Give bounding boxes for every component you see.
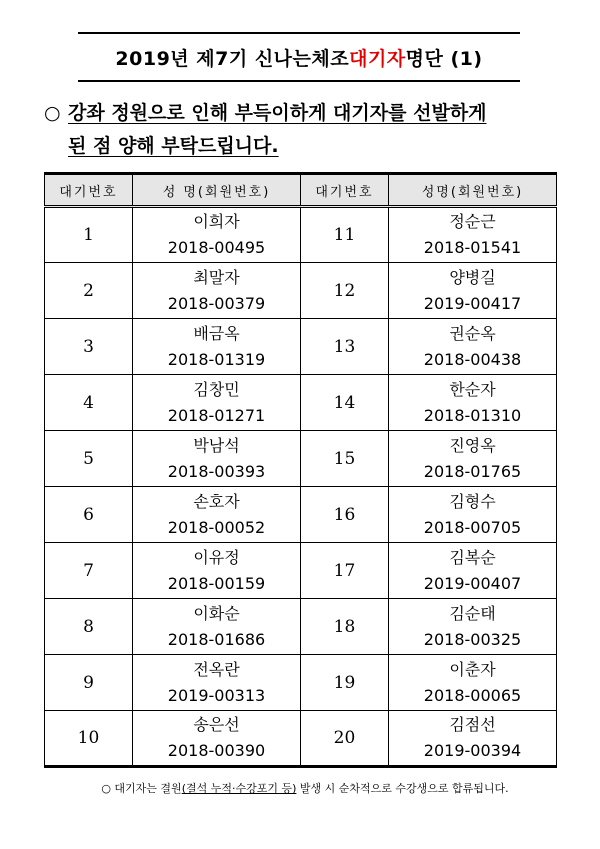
- table-row: [45, 655, 557, 711]
- member-id: 2018-00495: [167, 238, 266, 257]
- member-cell-right: [389, 711, 557, 767]
- notice-paragraph: [44, 97, 564, 163]
- member-cell-left: [133, 711, 301, 767]
- table-row: [45, 375, 557, 431]
- member-name: 이화순: [193, 603, 240, 623]
- member-cell-left: [133, 431, 301, 487]
- member-id: 2018-00390: [167, 741, 266, 760]
- member-id: 2018-00438: [423, 349, 522, 369]
- member-cell-left: [133, 263, 301, 319]
- footer-suffix: 발생 시 순차적으로 수강생으로 합류됩니다.: [296, 782, 509, 795]
- member-id: 2018-00052: [167, 517, 266, 537]
- member-cell-left: [133, 599, 301, 655]
- table-row: [45, 319, 557, 375]
- member-id: 2018-01319: [167, 349, 266, 369]
- notice-line-1: 강좌 정원으로 인해 부득이하게 대기자를 선발하게: [68, 102, 487, 124]
- member-name: 이춘자: [449, 659, 496, 679]
- wait-number-left: 5: [45, 431, 133, 487]
- member-id: 2018-01271: [167, 405, 266, 425]
- member-cell-left: [133, 655, 301, 711]
- member-cell-left: [133, 207, 301, 263]
- footer-note: [40, 780, 570, 796]
- header-wait-number-left: 대기번호: [45, 174, 133, 207]
- wait-number-right: 14: [301, 375, 389, 431]
- table-row: [45, 711, 557, 767]
- member-name: 이희자: [193, 212, 240, 231]
- member-name: 진영옥: [449, 435, 496, 455]
- wait-number-left: 3: [45, 319, 133, 375]
- wait-number-left: 7: [45, 543, 133, 599]
- table-row: [45, 263, 557, 319]
- wait-number-right: 13: [301, 319, 389, 375]
- title-prefix: 2019년 제7기 신나는체조: [115, 47, 350, 70]
- header-wait-number-right: 대기번호: [301, 174, 389, 207]
- wait-number-right: 17: [301, 543, 389, 599]
- member-name: 송은선: [193, 715, 240, 734]
- member-name: 이유정: [193, 547, 240, 567]
- member-id: 2018-00065: [423, 685, 522, 705]
- header-name-id-left: 성 명(회원번호): [133, 174, 301, 207]
- waitlist-table: [44, 172, 557, 768]
- notice-bullet: ○: [44, 102, 61, 124]
- wait-number-right: 16: [301, 487, 389, 543]
- member-cell-right: [389, 375, 557, 431]
- header-name-id-right: 성명(회원번호): [389, 174, 557, 207]
- member-id: 2019-00313: [167, 685, 266, 705]
- wait-number-left: 2: [45, 263, 133, 319]
- member-cell-left: [133, 487, 301, 543]
- member-id: 2019-00407: [423, 573, 522, 593]
- member-name: 김점선: [449, 715, 496, 734]
- member-name: 전옥란: [193, 659, 240, 679]
- wait-number-left: 8: [45, 599, 133, 655]
- member-cell-right: [389, 599, 557, 655]
- member-name: 김창민: [193, 379, 240, 399]
- document-title: [78, 32, 520, 82]
- table-row: [45, 599, 557, 655]
- member-id: 2018-01765: [423, 461, 522, 481]
- wait-number-left: 9: [45, 655, 133, 711]
- member-name: 권순옥: [449, 323, 496, 343]
- table-row: [45, 487, 557, 543]
- member-id: 2018-00379: [167, 293, 266, 313]
- wait-number-left: 4: [45, 375, 133, 431]
- member-name: 배금옥: [193, 323, 240, 343]
- member-id: 2018-01686: [167, 629, 266, 649]
- footer-underlined: (결석 누적·수강포기 등): [181, 782, 297, 795]
- member-id: 2018-00159: [167, 573, 266, 593]
- member-id: 2018-00325: [423, 629, 522, 649]
- member-name: 손호자: [193, 491, 240, 511]
- member-cell-right: [389, 263, 557, 319]
- member-cell-right: [389, 319, 557, 375]
- table-row: [45, 207, 557, 263]
- wait-number-right: 18: [301, 599, 389, 655]
- member-cell-right: [389, 655, 557, 711]
- member-id: 2018-00393: [167, 461, 266, 481]
- member-cell-right: [389, 207, 557, 263]
- wait-number-left: 6: [45, 487, 133, 543]
- table-row: [45, 431, 557, 487]
- member-id: 2018-00705: [423, 517, 522, 537]
- member-id: 2019-00417: [423, 293, 522, 313]
- table-header-row: [45, 174, 557, 207]
- notice-line-2: 된 점 양해 부탁드립니다.: [68, 135, 279, 157]
- member-name: 김순태: [449, 603, 496, 623]
- member-name: 박남석: [193, 435, 240, 455]
- member-cell-left: [133, 543, 301, 599]
- member-name: 김형수: [449, 491, 496, 511]
- member-name: 최말자: [193, 267, 240, 287]
- member-cell-left: [133, 375, 301, 431]
- member-cell-right: [389, 487, 557, 543]
- title-suffix: 명단 (1): [405, 47, 483, 70]
- footer-prefix: ○ 대기자는 결원: [101, 782, 182, 795]
- member-cell-left: [133, 319, 301, 375]
- member-name: 김복순: [449, 547, 496, 567]
- member-id: 2019-00394: [423, 741, 522, 760]
- title-highlight: 대기자: [349, 47, 406, 70]
- member-id: 2018-01310: [423, 405, 522, 425]
- wait-number-left: 1: [45, 207, 133, 263]
- wait-number-left: 10: [45, 711, 133, 767]
- wait-number-right: 12: [301, 263, 389, 319]
- table-row: [45, 543, 557, 599]
- member-name: 한순자: [449, 379, 496, 399]
- member-cell-right: [389, 543, 557, 599]
- wait-number-right: 20: [301, 711, 389, 767]
- member-name: 양병길: [449, 267, 496, 287]
- member-name: 정순근: [449, 212, 496, 231]
- member-cell-right: [389, 431, 557, 487]
- wait-number-right: 19: [301, 655, 389, 711]
- wait-number-right: 15: [301, 431, 389, 487]
- wait-number-right: 11: [301, 207, 389, 263]
- member-id: 2018-01541: [423, 238, 522, 257]
